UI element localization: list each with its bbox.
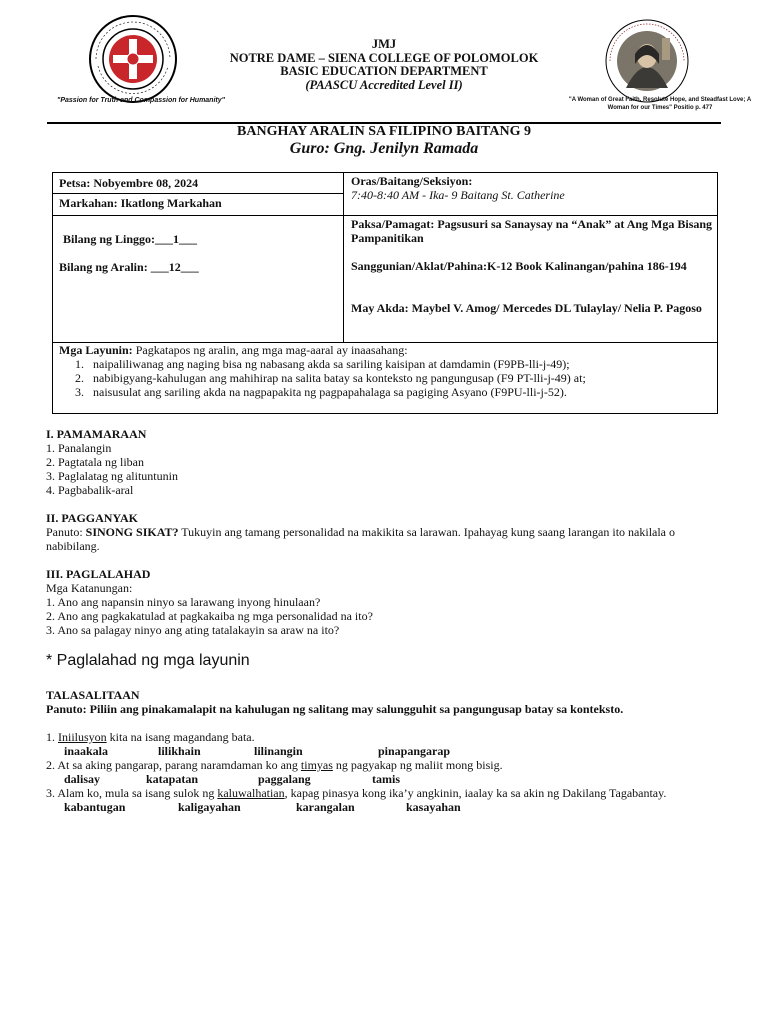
question-number: 1.	[46, 730, 58, 744]
objectives-section	[59, 343, 715, 399]
table-divider	[53, 193, 343, 194]
jmj-text: JMJ	[371, 37, 397, 51]
choice-option: paggalang	[258, 772, 311, 786]
choice-option: karangalan	[296, 800, 355, 814]
choice-option: lilikhain	[158, 744, 201, 758]
department-name: BASIC EDUCATION DEPARTMENT	[280, 64, 488, 78]
talasalitaan-heading: TALASALITAAN	[46, 688, 140, 702]
talasalitaan-section	[46, 688, 726, 814]
document-title: BANGHAY ARALIN SA FILIPINO BAITANG 9	[237, 124, 531, 139]
aralin-label: Bilang ng Aralin:	[59, 260, 148, 274]
linggo-value: ___1___	[155, 232, 198, 246]
objectives-intro	[59, 343, 715, 357]
paglalahad-intro: Mga Katanungan:	[46, 581, 133, 595]
lesson-info-table	[52, 172, 718, 414]
pamamaraan-item: 4. Pagbabalik-aral	[46, 483, 134, 497]
choice-option: dalisay	[64, 772, 101, 786]
paglalahad-question: 3. Ano sa palagay ninyo ang ating tatalakayin sa araw na ito?	[46, 623, 340, 637]
linggo-field	[63, 232, 197, 246]
akda-field: May Akda: Maybel V. Amog/ Mercedes DL Tulaylay/ Nelia P. Pagoso	[351, 301, 702, 315]
aralin-value: ___12___	[150, 260, 199, 274]
vocab-question-2	[46, 758, 726, 772]
question-text: 2. At sa aking pangarap, parang naramdaman ko ang	[46, 758, 301, 772]
paglalahad-heading: III. PAGLALAHAD	[46, 567, 151, 581]
objective-item: 3. naisusulat ang sariling akda na nagpapakita ng pagpapahalaga sa pagiging Asyano (F9PU-lli-j-52).	[87, 385, 715, 399]
right-motto: "A Woman of Great Faith, Resolute Hope, and Steadfast Love; A Woman for our Times" Positio p. 477	[568, 97, 752, 111]
pagganyak-highlight: SINONG SIKAT?	[85, 525, 179, 539]
accreditation: (PAASCU Accredited Level II)	[305, 77, 463, 92]
pamamaraan-item: 1. Panalangin	[46, 441, 112, 455]
pagganyak-instruction: Tukuyin ang tamang personalidad na makikita sa larawan. Ipahayag kung saang larangan ito nakilala o nabibilang.	[46, 525, 676, 553]
pagganyak-panuto-label: Panuto:	[46, 525, 86, 539]
vocab-question-1	[46, 730, 726, 744]
underlined-word: kaluwalhatian	[217, 786, 285, 800]
left-motto: "Passion for Truth and Compassion for Humanity"	[57, 97, 225, 104]
question-text: kita na isang magandang bata.	[106, 730, 255, 744]
choices-row-3	[46, 800, 726, 814]
pamamaraan-item: 2. Pagtatala ng liban	[46, 455, 144, 469]
pamamaraan-heading: I. PAMAMARAAN	[46, 427, 147, 441]
table-divider	[343, 173, 344, 343]
sanggunian-field: Sanggunian/Aklat/Pahina:K-12 Book Kalinangan/pahina 186-194	[351, 259, 687, 273]
paglalahad-question: 1. Ano ang napansin ninyo sa larawang inyong hinulaan?	[46, 595, 321, 609]
talasalitaan-panuto: Panuto: Piliin ang pinakamalapit na kahulugan ng salitang may salungguhit sa pangungusap batay sa konteksto.	[46, 702, 624, 716]
choice-option: inaakala	[64, 744, 109, 758]
objectives-list	[59, 357, 715, 399]
choice-option: pinapangarap	[378, 744, 451, 758]
petsa-field: Petsa: Nobyembre 08, 2024	[59, 176, 199, 190]
question-text: ng pagyakap ng maliit mong bisig.	[332, 758, 503, 772]
pamamaraan-section	[46, 427, 726, 497]
paksa-field: Paksa/Pamagat: Pagsusuri sa Sanaysay na “Anak” at Ang Mga Bisang Pampanitikan	[351, 217, 713, 245]
objective-item: 1. naipaliliwanag ang naging bisa ng nabasang akda sa sariling kaisipan at damdamin (F9PB-lli-j-49);	[87, 357, 715, 371]
underlined-word: timyas	[300, 758, 333, 772]
choices-row-2	[46, 772, 726, 786]
question-text: 3. Alam ko, mula sa isang sulok ng	[46, 786, 218, 800]
oras-label: Oras/Baitang/Seksiyon:	[351, 174, 473, 188]
oras-value: 7:40-8:40 AM - Ika- 9 Baitang St. Catherine	[351, 188, 565, 202]
pagganyak-section	[46, 511, 726, 553]
choice-option: katapatan	[146, 772, 199, 786]
school-name: NOTRE DAME – SIENA COLLEGE OF POLOMOLOK	[229, 50, 539, 65]
choice-option: kaligayahan	[178, 800, 241, 814]
linggo-label: Bilang ng Linggo:	[63, 232, 156, 246]
underlined-word: Iniilusyon	[58, 730, 107, 744]
school-name-block	[180, 38, 588, 92]
question-text: , kapag pinasya kong ika’y angkinin, iaalay ka sa akin ng Dakilang Tagabantay.	[284, 786, 667, 800]
choice-option: kabantugan	[64, 800, 126, 814]
paglalahad-section	[46, 567, 726, 637]
vocab-question-3	[46, 786, 726, 800]
choice-option: kasayahan	[406, 800, 461, 814]
choice-option: tamis	[372, 772, 400, 786]
paglalahad-question: 2. Ano ang pagkakatulad at pagkakaiba ng mga personalidad na ito?	[46, 609, 373, 623]
objective-item: 2. nabibigyang-kahulugan ang mahihirap na salita batay sa konteksto ng pangungusap (F9 PT-lli-j-49) at;	[87, 371, 715, 385]
pagganyak-text	[46, 525, 726, 553]
objectives-subheading: * Paglalahad ng mga layunin	[46, 652, 250, 669]
choices-row-1	[46, 744, 726, 758]
pagganyak-heading: II. PAGGANYAK	[46, 511, 139, 525]
objectives-label: Mga Layunin:	[59, 343, 133, 357]
table-divider	[53, 215, 717, 216]
aralin-field	[59, 260, 199, 274]
markahan-field: Markahan: Ikatlong Markahan	[59, 196, 222, 210]
objectives-intro-text: Pagkatapos ng aralin, ang mga mag-aaral ay inaasahang:	[132, 343, 408, 357]
choice-option: lilinangin	[254, 744, 303, 758]
founder-portrait-seal	[604, 18, 690, 104]
school-seal-logo	[88, 14, 178, 104]
teacher-name: Guro: Gng. Jenilyn Ramada	[289, 140, 479, 157]
pamamaraan-item: 3. Paglalatag ng alituntunin	[46, 469, 178, 483]
